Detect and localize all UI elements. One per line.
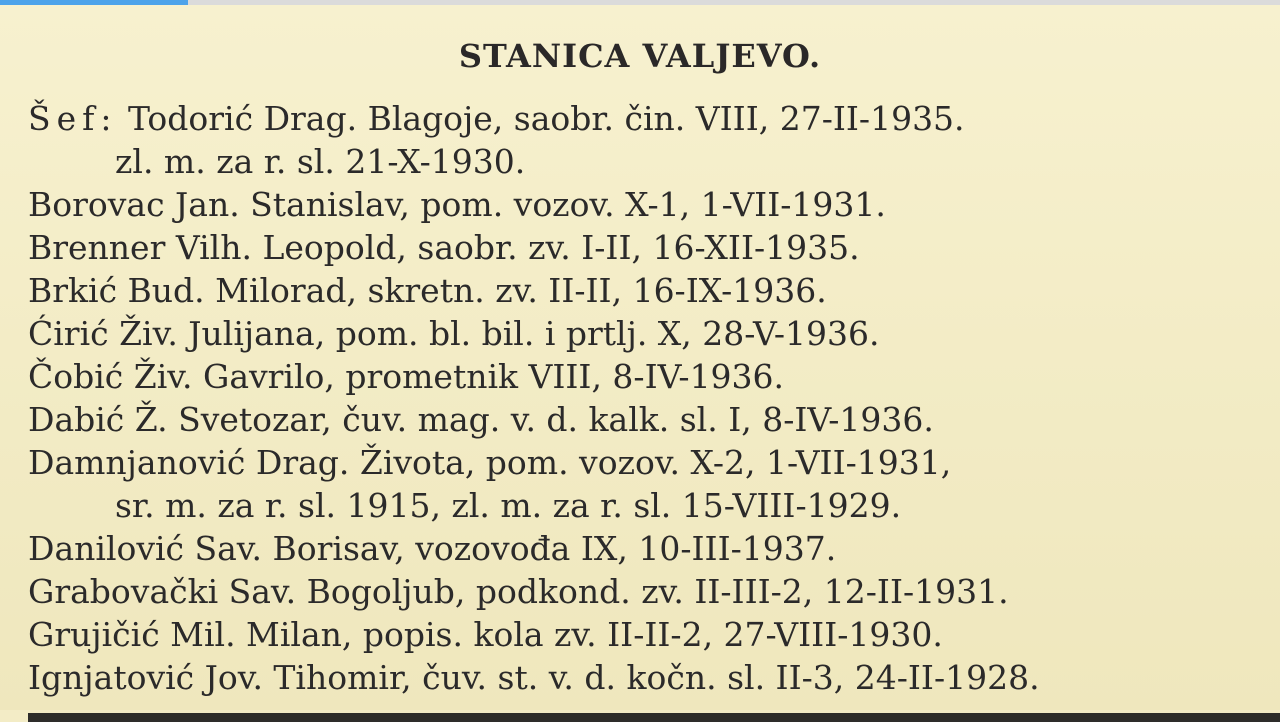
entry-continuation: zl. m. za r. sl. 21-X-1930. — [115, 142, 526, 181]
entry-line: Dabić Ž. Svetozar, čuv. mag. v. d. kalk. sl. I, 8-IV-1936. — [28, 400, 934, 439]
entry-continuation: sr. m. za r. sl. 1915, zl. m. za r. sl. 15-VIII-1929. — [115, 486, 902, 525]
entry-line: Danilović Sav. Borisav, vozovođa IX, 10-III-1937. — [28, 529, 837, 568]
entry-line: Brkić Bud. Milorad, skretn. zv. II-II, 16-IX-1936. — [28, 271, 827, 310]
scanned-page — [0, 5, 1280, 710]
bottom-rule — [28, 713, 1280, 722]
entry-line: Grujičić Mil. Milan, popis. kola zv. II-II-2, 27-VIII-1930. — [28, 615, 943, 654]
entry-line: Ćirić Živ. Julijana, pom. bl. bil. i prtlj. X, 28-V-1936. — [28, 314, 880, 353]
entry-line — [28, 97, 965, 141]
entry-line: Ignjatović Jov. Tihomir, čuv. st. v. d. kočn. sl. II-3, 24-II-1928. — [28, 658, 1040, 697]
page-title: STANICA VALJEVO. — [458, 37, 822, 75]
entry-label: Šef: — [28, 99, 118, 138]
entry-text: Todorić Drag. Blagoje, saobr. čin. VIII, 27-II-1935. — [117, 99, 965, 138]
entry-line: Grabovački Sav. Bogoljub, podkond. zv. II-III-2, 12-II-1931. — [28, 572, 1009, 611]
entry-line: Čobić Živ. Gavrilo, prometnik VIII, 8-IV-1936. — [28, 357, 785, 396]
entry-line: Brenner Vilh. Leopold, saobr. zv. I-II, 16-XII-1935. — [28, 228, 860, 267]
entry-line: Borovac Jan. Stanislav, pom. vozov. X-1, 1-VII-1931. — [28, 185, 886, 224]
entry-line: Damnjanović Drag. Života, pom. vozov. X-2, 1-VII-1931, — [28, 443, 952, 482]
